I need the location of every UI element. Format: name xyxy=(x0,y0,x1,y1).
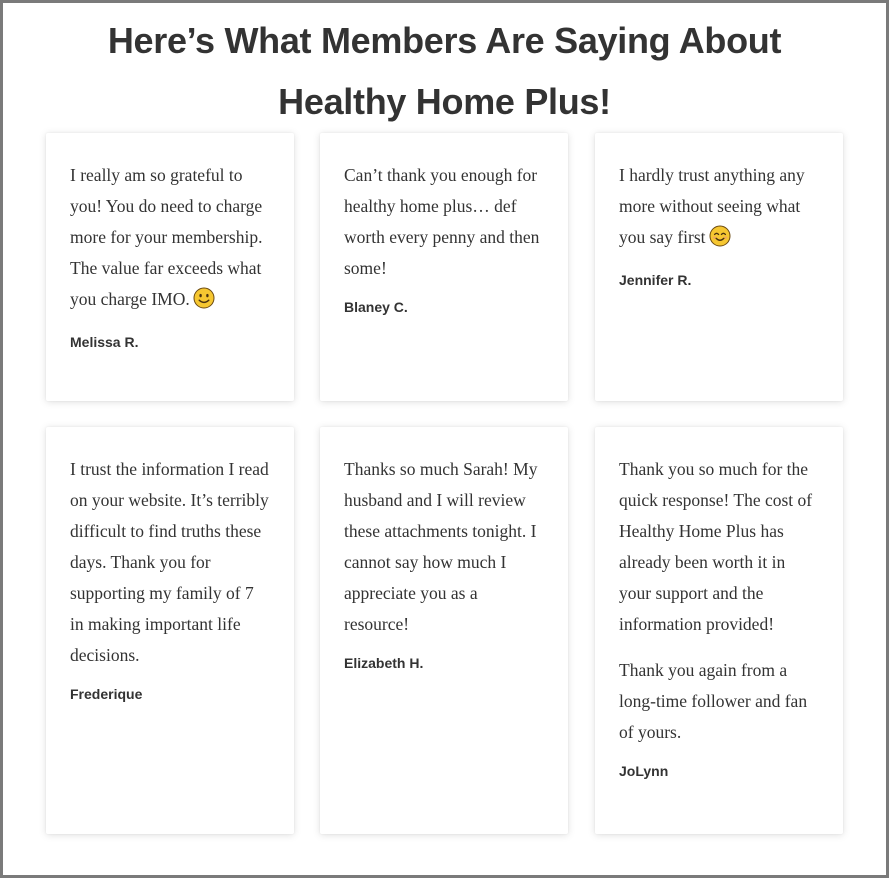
testimonial-text: Thank you again from a long-time follower and fan of yours. xyxy=(619,660,808,742)
testimonial-card-elizabeth xyxy=(320,427,568,834)
testimonial-author: Elizabeth H. xyxy=(344,655,424,671)
testimonial-card-melissa xyxy=(46,133,294,401)
testimonial-text: I trust the information I read on your website. It’s terribly difficult to find truths these days. Thank you for supporting my family of 7 in making important life decisions. xyxy=(70,459,269,665)
testimonial-author: JoLynn xyxy=(619,763,669,779)
testimonial-quote xyxy=(70,454,270,671)
page-title-line-1: Here’s What Members Are Saying About xyxy=(107,20,782,61)
smiling-face-with-smiling-eyes-icon xyxy=(709,225,731,257)
testimonial-text: Thanks so much Sarah! My husband and I will review these attachments tonight. I cannot say how much I appreciate you as a resource! xyxy=(344,459,538,634)
testimonial-author: Jennifer R. xyxy=(619,272,692,288)
testimonial-card-jolynn xyxy=(595,427,843,834)
testimonial-text: I hardly trust anything any more without seeing what you say first xyxy=(619,160,819,257)
testimonial-quote xyxy=(619,454,819,748)
page-title xyxy=(3,10,886,132)
testimonial-quote xyxy=(344,454,544,640)
testimonial-author: Blaney C. xyxy=(344,299,408,315)
testimonial-card-frederique xyxy=(46,427,294,834)
testimonial-quote xyxy=(344,160,544,284)
testimonial-author: Melissa R. xyxy=(70,334,139,350)
testimonial-text: Thank you so much for the quick response! The cost of Healthy Home Plus has already been worth it in your support and the information provided! xyxy=(619,459,813,634)
testimonial-card-blaney xyxy=(320,133,568,401)
testimonial-quote xyxy=(619,160,819,257)
testimonial-card-jennifer xyxy=(595,133,843,401)
testimonial-text: I really am so grateful to you! You do need to charge more for your membership. The value far exceeds what you charge IMO. xyxy=(70,160,270,319)
slightly-smiling-face-icon xyxy=(193,287,215,319)
page-title-line-2: Healthy Home Plus! xyxy=(278,81,611,122)
testimonial-author: Frederique xyxy=(70,686,143,702)
testimonial-quote xyxy=(70,160,270,319)
testimonial-text: Can’t thank you enough for healthy home plus… def worth every penny and then some! xyxy=(344,165,540,278)
